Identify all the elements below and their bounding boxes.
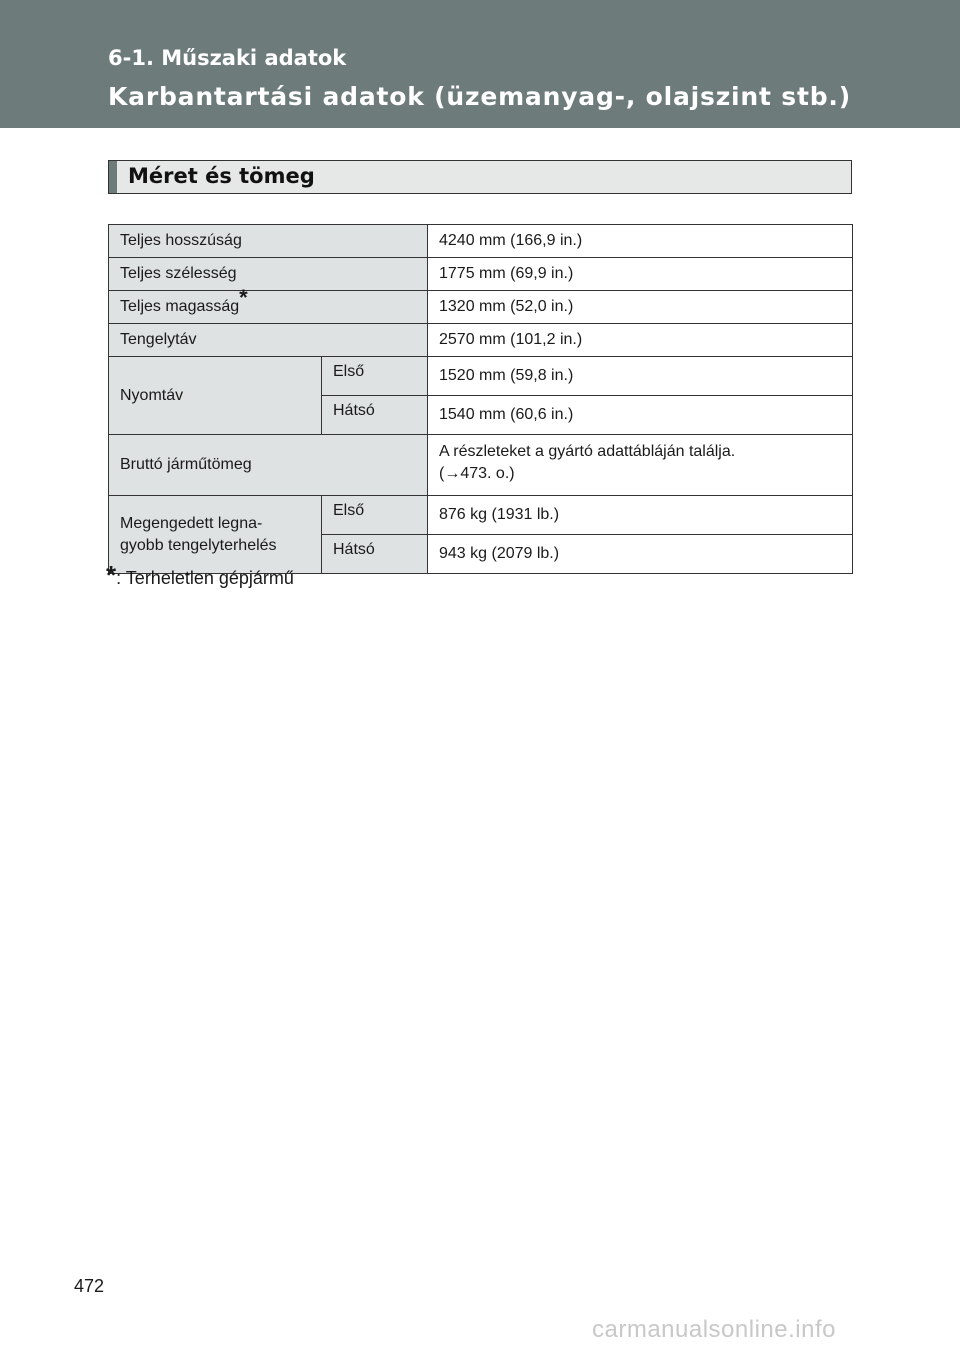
row-value-height: 1320 mm (52,0 in.) bbox=[428, 291, 853, 324]
row-label-gross-weight: Bruttó járműtömeg bbox=[109, 435, 428, 496]
table-row bbox=[109, 324, 853, 357]
table-row bbox=[109, 357, 853, 396]
footnote bbox=[106, 560, 294, 591]
row-label-width: Teljes szélesség bbox=[109, 258, 428, 291]
row-value-track-front: 1520 mm (59,8 in.) bbox=[428, 357, 853, 396]
page-reference-link[interactable]: (→473. o.) bbox=[439, 465, 515, 482]
spec-table bbox=[108, 224, 853, 574]
row-value-axle-front: 876 kg (1931 lb.) bbox=[428, 496, 853, 535]
table-row bbox=[109, 258, 853, 291]
axle-load-label-line1: Megengedett legna- bbox=[120, 514, 263, 532]
row-value-track-rear: 1540 mm (60,6 in.) bbox=[428, 396, 853, 435]
row-label-length: Teljes hosszúság bbox=[109, 225, 428, 258]
table-row bbox=[109, 435, 853, 496]
header-bar bbox=[0, 0, 960, 128]
footnote-text: : Terheletlen gépjármű bbox=[116, 568, 294, 588]
watermark: carmanualsonline.info bbox=[592, 1316, 836, 1343]
subheading-accent-bar bbox=[109, 161, 117, 193]
row-value-length: 4240 mm (166,9 in.) bbox=[428, 225, 853, 258]
page-title: Karbantartási adatok (üzemanyag-, olajszint stb.) bbox=[108, 82, 851, 111]
row-label-height-cell bbox=[109, 285, 428, 324]
row-label-wheelbase: Tengelytáv bbox=[109, 324, 428, 357]
row-value-width: 1775 mm (69,9 in.) bbox=[428, 258, 853, 291]
row-value-gross-weight bbox=[428, 435, 853, 496]
row-label-track: Nyomtáv bbox=[109, 357, 322, 435]
subheading-box bbox=[108, 160, 852, 194]
page-number: 472 bbox=[74, 1276, 105, 1296]
gross-weight-text: A részleteket a gyártó adattábláján találja. bbox=[439, 443, 736, 460]
table-row bbox=[109, 225, 853, 258]
section-label: 6-1. Műszaki adatok bbox=[108, 46, 347, 70]
row-sublabel-track-rear: Hátsó bbox=[322, 396, 428, 435]
row-sublabel-axle-front: Első bbox=[322, 496, 428, 535]
footnote-marker: * bbox=[239, 285, 248, 310]
table-row bbox=[109, 291, 853, 324]
row-label-height: Teljes magasság bbox=[120, 298, 240, 315]
table-row bbox=[109, 496, 853, 535]
row-value-axle-rear: 943 kg (2079 lb.) bbox=[428, 535, 853, 574]
axle-load-label-line2: gyobb tengelyterhelés bbox=[120, 536, 277, 554]
subheading: Méret és tömeg bbox=[128, 164, 315, 188]
row-sublabel-track-front: Első bbox=[322, 357, 428, 396]
footnote-star: * bbox=[106, 560, 117, 590]
row-value-wheelbase: 2570 mm (101,2 in.) bbox=[428, 324, 853, 357]
row-sublabel-axle-rear: Hátsó bbox=[322, 535, 428, 574]
